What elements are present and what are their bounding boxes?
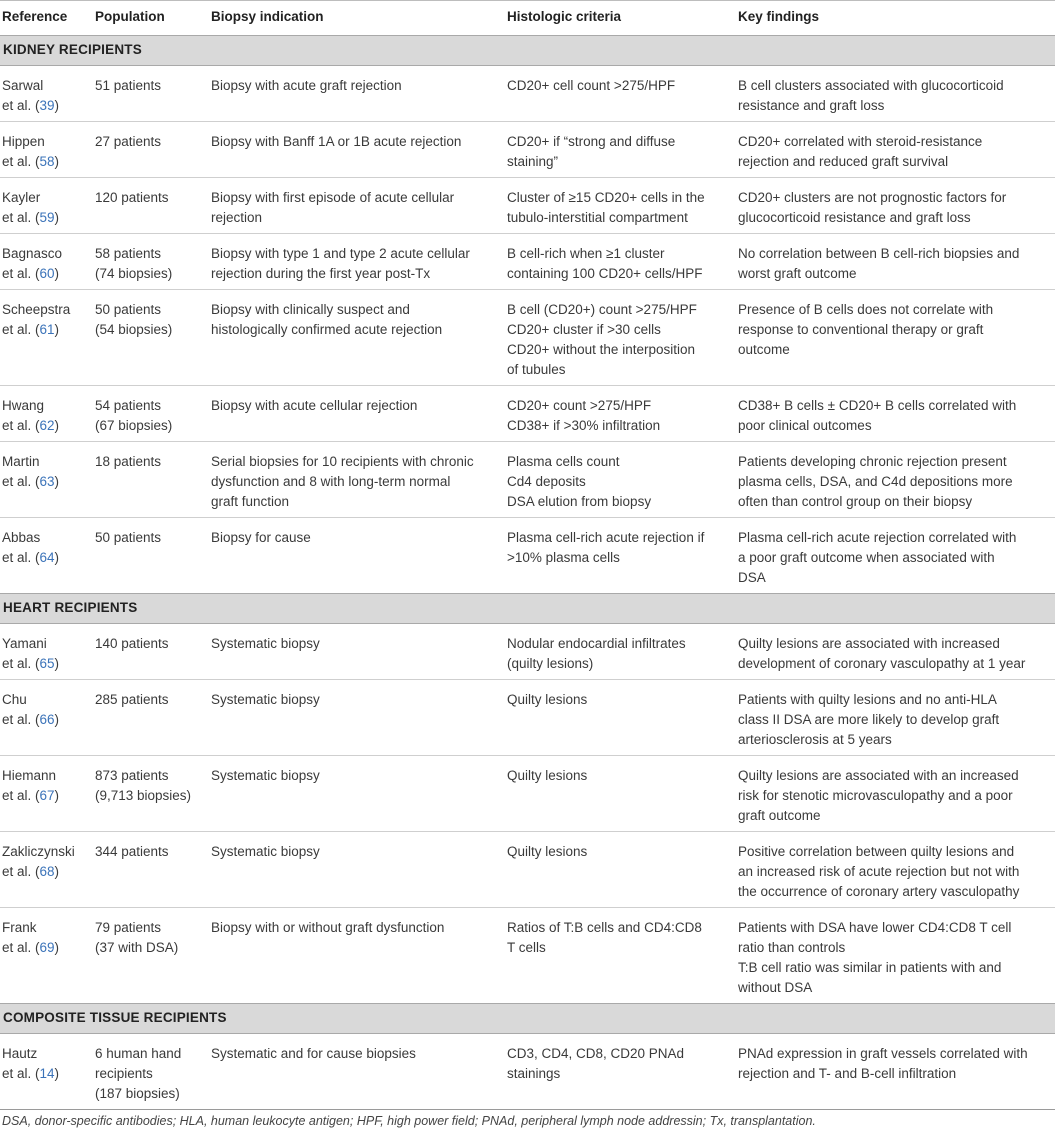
cell-line: rejection and reduced graft survival bbox=[738, 154, 949, 169]
citation-close-paren: ) bbox=[54, 788, 60, 803]
cell-line: Biopsy with acute graft rejection bbox=[211, 78, 402, 93]
cell-line: >10% plasma cells bbox=[507, 550, 620, 565]
cell-line: resistance and graft loss bbox=[738, 98, 885, 113]
cell-line: CD38+ B cells ± CD20+ B cells correlated with bbox=[738, 398, 1017, 413]
citation-link[interactable]: 68 bbox=[39, 864, 55, 879]
cell-line: Patients developing chronic rejection present bbox=[738, 454, 1007, 469]
cell-biopsy-indication bbox=[205, 680, 501, 756]
reference-author: Hwang bbox=[2, 398, 45, 413]
cell-line: 120 patients bbox=[95, 190, 169, 205]
cell-biopsy-indication bbox=[205, 908, 501, 1004]
cell-histologic-criteria bbox=[501, 908, 732, 1004]
cell-line: 54 patients bbox=[95, 398, 162, 413]
cell-reference bbox=[0, 680, 89, 756]
cell-line: B cell (CD20+) count >275/HPF bbox=[507, 302, 697, 317]
cell-line: Biopsy with type 1 and type 2 acute cellular bbox=[211, 246, 470, 261]
cell-biopsy-indication bbox=[205, 1034, 501, 1110]
citation-link[interactable]: 65 bbox=[39, 656, 55, 671]
cell-line: Biopsy with clinically suspect and bbox=[211, 302, 410, 317]
reference-author: Hautz bbox=[2, 1046, 38, 1061]
cell-key-findings bbox=[732, 290, 1055, 386]
cell-reference bbox=[0, 624, 89, 680]
cell-histologic-criteria bbox=[501, 624, 732, 680]
cell-line: CD20+ correlated with steroid-resistance bbox=[738, 134, 983, 149]
section-row bbox=[0, 594, 1055, 624]
cell-line: Serial biopsies for 10 recipients with chronic bbox=[211, 454, 474, 469]
cell-line: 58 patients bbox=[95, 246, 162, 261]
header-biopsy-indication: Biopsy indication bbox=[205, 1, 501, 36]
cell-histologic-criteria bbox=[501, 290, 732, 386]
cell-line: 140 patients bbox=[95, 636, 169, 651]
cell-line: graft function bbox=[211, 494, 290, 509]
cell-histologic-criteria bbox=[501, 832, 732, 908]
cell-key-findings bbox=[732, 518, 1055, 594]
reference-etal-text: et al. ( bbox=[2, 266, 40, 281]
reference-etal bbox=[2, 472, 83, 492]
citation-close-paren: ) bbox=[54, 712, 60, 727]
cell-line: Biopsy for cause bbox=[211, 530, 311, 545]
reference-author: Chu bbox=[2, 692, 27, 707]
cell-line: ratio than controls bbox=[738, 940, 846, 955]
citation-close-paren: ) bbox=[54, 1066, 60, 1081]
citation-close-paren: ) bbox=[54, 656, 60, 671]
cell-key-findings bbox=[732, 386, 1055, 442]
cell-line: graft outcome bbox=[738, 808, 821, 823]
cell-line: Quilty lesions bbox=[507, 692, 588, 707]
cell-population bbox=[89, 66, 205, 122]
reference-etal-text: et al. ( bbox=[2, 1066, 40, 1081]
reference-author: Kayler bbox=[2, 190, 41, 205]
cell-line: B cell-rich when ≥1 cluster bbox=[507, 246, 665, 261]
cell-key-findings bbox=[732, 442, 1055, 518]
header-key-findings: Key findings bbox=[732, 1, 1055, 36]
reference-author: Bagnasco bbox=[2, 246, 63, 261]
cell-line: an increased risk of acute rejection but not with bbox=[738, 864, 1020, 879]
cell-histologic-criteria bbox=[501, 756, 732, 832]
section-title: COMPOSITE TISSUE RECIPIENTS bbox=[0, 1004, 1055, 1034]
section-row bbox=[0, 1004, 1055, 1034]
header-histologic-criteria: Histologic criteria bbox=[501, 1, 732, 36]
reference-etal bbox=[2, 152, 83, 172]
cell-line: tubulo-interstitial compartment bbox=[507, 210, 688, 225]
cell-histologic-criteria bbox=[501, 234, 732, 290]
cell-line: (quilty lesions) bbox=[507, 656, 594, 671]
cell-line: CD3, CD4, CD8, CD20 PNAd bbox=[507, 1046, 685, 1061]
reference-etal bbox=[2, 548, 83, 568]
cell-line: Positive correlation between quilty lesions and bbox=[738, 844, 1015, 859]
cell-line: CD20+ count >275/HPF bbox=[507, 398, 652, 413]
cell-histologic-criteria bbox=[501, 1034, 732, 1110]
cell-line: arteriosclerosis at 5 years bbox=[738, 732, 892, 747]
cell-line: (67 biopsies) bbox=[95, 418, 173, 433]
table-row bbox=[0, 290, 1055, 386]
cell-biopsy-indication bbox=[205, 442, 501, 518]
citation-link[interactable]: 59 bbox=[39, 210, 55, 225]
cell-line: Systematic and for cause biopsies bbox=[211, 1046, 416, 1061]
cell-reference bbox=[0, 122, 89, 178]
citation-close-paren: ) bbox=[54, 864, 60, 879]
cell-line: DSA bbox=[738, 570, 766, 585]
cell-histologic-criteria bbox=[501, 442, 732, 518]
cell-line: CD20+ cluster if >30 cells bbox=[507, 322, 661, 337]
cell-line: Nodular endocardial infiltrates bbox=[507, 636, 686, 651]
cell-line: Ratios of T:B cells and CD4:CD8 bbox=[507, 920, 702, 935]
citation-close-paren: ) bbox=[54, 322, 60, 337]
cell-line: B cell clusters associated with glucocorticoid bbox=[738, 78, 1004, 93]
reference-etal-text: et al. ( bbox=[2, 712, 40, 727]
cell-biopsy-indication bbox=[205, 756, 501, 832]
cell-population bbox=[89, 832, 205, 908]
cell-reference bbox=[0, 66, 89, 122]
reference-etal-text: et al. ( bbox=[2, 418, 40, 433]
cell-line: rejection bbox=[211, 210, 263, 225]
table-footnote: DSA, donor-specific antibodies; HLA, human leukocyte antigen; HPF, high power field; PNAd, peripheral lymph node addressin; Tx, transplantation. bbox=[2, 1114, 816, 1128]
cell-population bbox=[89, 1034, 205, 1110]
reference-author: Scheepstra bbox=[2, 302, 71, 317]
cell-line: CD20+ clusters are not prognostic factors for bbox=[738, 190, 1007, 205]
table-row bbox=[0, 908, 1055, 1004]
reference-etal-text: et al. ( bbox=[2, 322, 40, 337]
reference-etal-text: et al. ( bbox=[2, 98, 40, 113]
reference-author: Hiemann bbox=[2, 768, 57, 783]
citation-link[interactable]: 58 bbox=[39, 154, 55, 169]
cell-line: Quilty lesions bbox=[507, 844, 588, 859]
reference-etal bbox=[2, 264, 83, 284]
cell-line: Cd4 deposits bbox=[507, 474, 586, 489]
cell-population bbox=[89, 178, 205, 234]
cell-population bbox=[89, 234, 205, 290]
reference-etal-text: et al. ( bbox=[2, 474, 40, 489]
cell-line: Biopsy with acute cellular rejection bbox=[211, 398, 418, 413]
cell-line: Patients with DSA have lower CD4:CD8 T cell bbox=[738, 920, 1012, 935]
reference-etal-text: et al. ( bbox=[2, 864, 40, 879]
cell-line: Cluster of ≥15 CD20+ cells in the bbox=[507, 190, 705, 205]
cell-line: Presence of B cells does not correlate with bbox=[738, 302, 994, 317]
cell-line: Biopsy with first episode of acute cellular bbox=[211, 190, 455, 205]
section-row bbox=[0, 36, 1055, 66]
table-row bbox=[0, 832, 1055, 908]
citation-close-paren: ) bbox=[54, 940, 60, 955]
reference-etal bbox=[2, 938, 83, 958]
cell-line: (9,713 biopsies) bbox=[95, 788, 192, 803]
citation-close-paren: ) bbox=[54, 418, 60, 433]
reference-etal bbox=[2, 416, 83, 436]
cell-line: glucocorticoid resistance and graft loss bbox=[738, 210, 971, 225]
table-row bbox=[0, 386, 1055, 442]
citation-close-paren: ) bbox=[54, 266, 60, 281]
cell-population bbox=[89, 624, 205, 680]
cell-line: T:B cell ratio was similar in patients with and bbox=[738, 960, 1002, 975]
cell-line: (74 biopsies) bbox=[95, 266, 173, 281]
cell-line: Patients with quilty lesions and no anti-HLA bbox=[738, 692, 997, 707]
cell-line: Quilty lesions are associated with increased bbox=[738, 636, 1000, 651]
cell-reference bbox=[0, 756, 89, 832]
reference-etal-text: et al. ( bbox=[2, 788, 40, 803]
citation-close-paren: ) bbox=[54, 98, 60, 113]
reference-author: Sarwal bbox=[2, 78, 44, 93]
table-row bbox=[0, 1034, 1055, 1110]
reference-author: Hippen bbox=[2, 134, 45, 149]
cell-line: poor clinical outcomes bbox=[738, 418, 872, 433]
reference-etal-text: et al. ( bbox=[2, 940, 40, 955]
cell-population bbox=[89, 908, 205, 1004]
reference-etal bbox=[2, 1064, 83, 1084]
cell-biopsy-indication bbox=[205, 386, 501, 442]
cell-line: CD20+ without the interposition bbox=[507, 342, 695, 357]
cell-histologic-criteria bbox=[501, 122, 732, 178]
cell-line: 50 patients bbox=[95, 302, 162, 317]
cell-line: No correlation between B cell-rich biopsies and bbox=[738, 246, 1020, 261]
cell-reference bbox=[0, 386, 89, 442]
cell-line: recipients bbox=[95, 1066, 153, 1081]
cell-line: 344 patients bbox=[95, 844, 169, 859]
cell-biopsy-indication bbox=[205, 178, 501, 234]
cell-key-findings bbox=[732, 832, 1055, 908]
reference-etal-text: et al. ( bbox=[2, 154, 40, 169]
cell-line: development of coronary vasculopathy at 1 year bbox=[738, 656, 1026, 671]
reference-etal-text: et al. ( bbox=[2, 656, 40, 671]
citation-link[interactable]: 61 bbox=[39, 322, 55, 337]
header-population: Population bbox=[89, 1, 205, 36]
cell-line: T cells bbox=[507, 940, 546, 955]
reference-etal-text: et al. ( bbox=[2, 550, 40, 565]
cell-reference bbox=[0, 442, 89, 518]
reference-etal bbox=[2, 96, 83, 116]
cell-biopsy-indication bbox=[205, 624, 501, 680]
cell-key-findings bbox=[732, 178, 1055, 234]
cell-line: Systematic biopsy bbox=[211, 768, 320, 783]
cell-line: plasma cells, DSA, and C4d depositions more bbox=[738, 474, 1013, 489]
cell-biopsy-indication bbox=[205, 122, 501, 178]
citation-link[interactable]: 66 bbox=[39, 712, 55, 727]
cell-line: 50 patients bbox=[95, 530, 162, 545]
cell-reference bbox=[0, 1034, 89, 1110]
cell-population bbox=[89, 290, 205, 386]
cell-line: 27 patients bbox=[95, 134, 162, 149]
cell-key-findings bbox=[732, 66, 1055, 122]
cell-line: staining” bbox=[507, 154, 559, 169]
cell-line: Biopsy with or without graft dysfunction bbox=[211, 920, 445, 935]
cell-histologic-criteria bbox=[501, 66, 732, 122]
citation-link[interactable]: 39 bbox=[39, 98, 55, 113]
cell-line: DSA elution from biopsy bbox=[507, 494, 652, 509]
cell-line: 51 patients bbox=[95, 78, 162, 93]
cell-histologic-criteria bbox=[501, 518, 732, 594]
cell-reference bbox=[0, 234, 89, 290]
cell-line: (187 biopsies) bbox=[95, 1086, 180, 1101]
section-title: KIDNEY RECIPIENTS bbox=[0, 36, 1055, 66]
citation-link[interactable]: 63 bbox=[39, 474, 55, 489]
citation-close-paren: ) bbox=[54, 154, 60, 169]
reference-etal bbox=[2, 208, 83, 228]
cell-line: Systematic biopsy bbox=[211, 636, 320, 651]
table-row bbox=[0, 122, 1055, 178]
table-row bbox=[0, 66, 1055, 122]
cell-population bbox=[89, 518, 205, 594]
cell-line: CD20+ cell count >275/HPF bbox=[507, 78, 676, 93]
cell-population bbox=[89, 756, 205, 832]
cell-reference bbox=[0, 178, 89, 234]
reference-author: Zakliczynski bbox=[2, 844, 75, 859]
cell-population bbox=[89, 122, 205, 178]
cell-line: the occurrence of coronary artery vasculopathy bbox=[738, 884, 1020, 899]
cell-key-findings bbox=[732, 1034, 1055, 1110]
cell-line: outcome bbox=[738, 342, 790, 357]
cell-line: Plasma cells count bbox=[507, 454, 620, 469]
cell-line: Systematic biopsy bbox=[211, 844, 320, 859]
cell-line: rejection during the first year post-Tx bbox=[211, 266, 431, 281]
cell-population bbox=[89, 442, 205, 518]
citation-link[interactable]: 64 bbox=[39, 550, 55, 565]
table-row bbox=[0, 624, 1055, 680]
cell-line: 79 patients bbox=[95, 920, 162, 935]
cell-line: Biopsy with Banff 1A or 1B acute rejection bbox=[211, 134, 462, 149]
citation-link[interactable]: 14 bbox=[39, 1066, 55, 1081]
cell-key-findings bbox=[732, 234, 1055, 290]
table-row bbox=[0, 442, 1055, 518]
cell-line: of tubules bbox=[507, 362, 566, 377]
cell-line: often than control group on their biopsy bbox=[738, 494, 973, 509]
cell-line: 285 patients bbox=[95, 692, 169, 707]
cell-line: response to conventional therapy or graft bbox=[738, 322, 984, 337]
reference-author: Frank bbox=[2, 920, 37, 935]
cell-line: CD38+ if >30% infiltration bbox=[507, 418, 661, 433]
table-row bbox=[0, 518, 1055, 594]
cell-line: worst graft outcome bbox=[738, 266, 857, 281]
cell-line: 6 human hand bbox=[95, 1046, 182, 1061]
cell-line: (37 with DSA) bbox=[95, 940, 179, 955]
cell-key-findings bbox=[732, 624, 1055, 680]
table-row bbox=[0, 680, 1055, 756]
cell-line: a poor graft outcome when associated with bbox=[738, 550, 995, 565]
cell-line: (54 biopsies) bbox=[95, 322, 173, 337]
cell-line: containing 100 CD20+ cells/HPF bbox=[507, 266, 703, 281]
reference-author: Abbas bbox=[2, 530, 41, 545]
citation-link[interactable]: 67 bbox=[39, 788, 55, 803]
table-row bbox=[0, 234, 1055, 290]
cell-reference bbox=[0, 908, 89, 1004]
cell-reference bbox=[0, 518, 89, 594]
cell-biopsy-indication bbox=[205, 66, 501, 122]
reference-etal bbox=[2, 654, 83, 674]
cell-line: without DSA bbox=[738, 980, 813, 995]
cell-histologic-criteria bbox=[501, 178, 732, 234]
cell-histologic-criteria bbox=[501, 386, 732, 442]
cell-population bbox=[89, 386, 205, 442]
cell-line: stainings bbox=[507, 1066, 561, 1081]
cell-biopsy-indication bbox=[205, 832, 501, 908]
table-row bbox=[0, 756, 1055, 832]
cell-biopsy-indication bbox=[205, 234, 501, 290]
cell-line: Plasma cell-rich acute rejection correlated with bbox=[738, 530, 1017, 545]
cell-line: risk for stenotic microvasculopathy and a poor bbox=[738, 788, 1013, 803]
citation-link[interactable]: 62 bbox=[39, 418, 55, 433]
cell-population bbox=[89, 680, 205, 756]
cell-reference bbox=[0, 832, 89, 908]
section-title: HEART RECIPIENTS bbox=[0, 594, 1055, 624]
cell-reference bbox=[0, 290, 89, 386]
cell-line: PNAd expression in graft vessels correlated with bbox=[738, 1046, 1028, 1061]
citation-close-paren: ) bbox=[54, 550, 60, 565]
citation-close-paren: ) bbox=[54, 474, 60, 489]
reference-author: Yamani bbox=[2, 636, 47, 651]
citation-link[interactable]: 60 bbox=[39, 266, 55, 281]
cell-biopsy-indication bbox=[205, 290, 501, 386]
header-row bbox=[0, 1, 1055, 36]
reference-author: Martin bbox=[2, 454, 40, 469]
reference-etal-text: et al. ( bbox=[2, 210, 40, 225]
cell-line: class II DSA are more likely to develop graft bbox=[738, 712, 1000, 727]
cell-line: dysfunction and 8 with long-term normal bbox=[211, 474, 451, 489]
cell-line: Systematic biopsy bbox=[211, 692, 320, 707]
cell-line: Plasma cell-rich acute rejection if bbox=[507, 530, 705, 545]
cell-line: rejection and T- and B-cell infiltration bbox=[738, 1066, 957, 1081]
cell-biopsy-indication bbox=[205, 518, 501, 594]
reference-etal bbox=[2, 710, 83, 730]
cell-line: Quilty lesions are associated with an increased bbox=[738, 768, 1019, 783]
cell-key-findings bbox=[732, 908, 1055, 1004]
cell-line: CD20+ if “strong and diffuse bbox=[507, 134, 676, 149]
table-row bbox=[0, 178, 1055, 234]
cell-line: histologically confirmed acute rejection bbox=[211, 322, 443, 337]
reference-etal bbox=[2, 786, 83, 806]
cell-key-findings bbox=[732, 680, 1055, 756]
cell-key-findings bbox=[732, 756, 1055, 832]
reference-etal bbox=[2, 320, 83, 340]
cell-line: Quilty lesions bbox=[507, 768, 588, 783]
cell-histologic-criteria bbox=[501, 680, 732, 756]
cell-line: 873 patients bbox=[95, 768, 169, 783]
citation-close-paren: ) bbox=[54, 210, 60, 225]
reference-etal bbox=[2, 862, 83, 882]
citation-link[interactable]: 69 bbox=[39, 940, 55, 955]
cell-line: 18 patients bbox=[95, 454, 162, 469]
header-reference: Reference bbox=[0, 1, 89, 36]
cell-key-findings bbox=[732, 122, 1055, 178]
